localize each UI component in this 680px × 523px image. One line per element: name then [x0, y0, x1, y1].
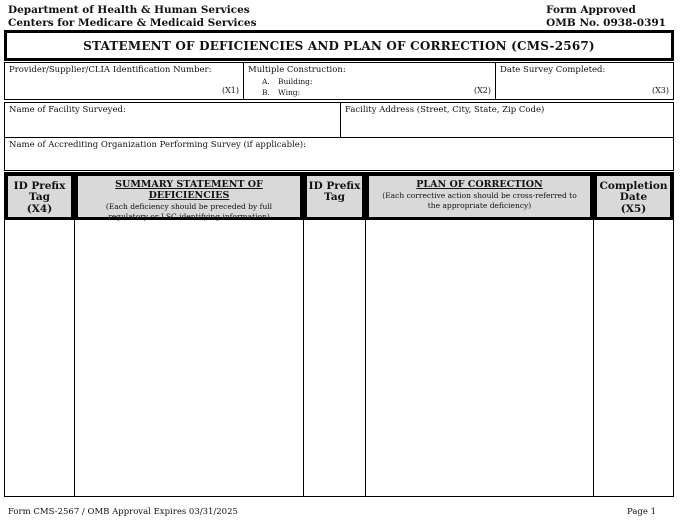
deficiency-table [4, 172, 674, 497]
wing-row: B. Wing: [262, 88, 301, 97]
summary-instructions: (Each deficiency should be preceded by full regulatory or LSC identifying information) [105, 202, 273, 221]
form-approved-label: Form Approved [546, 4, 636, 16]
form-title: STATEMENT OF DEFICIENCIES AND PLAN OF CORRECTION (CMS-2567) [83, 38, 595, 53]
summary-title: SUMMARY STATEMENT OF DEFICIENCIES [115, 179, 263, 201]
plan-title: PLAN OF CORRECTION [416, 179, 543, 190]
accrediting-org-label: Name of Accrediting Organization Performing Survey (if applicable): [9, 140, 306, 150]
form-footer-info: Form CMS-2567 / OMB Approval Expires 03/31/2025 [8, 507, 238, 517]
building-row: A. Building: [262, 77, 313, 86]
summary-column[interactable] [74, 173, 303, 496]
id-prefix-header-2: ID Prefix Tag [304, 173, 365, 220]
provider-id-field[interactable] [4, 62, 244, 100]
facility-address-label: Facility Address (Street, City, State, Zip Code) [345, 105, 545, 115]
building-label: Building: [278, 77, 313, 86]
id-prefix-header-1: ID Prefix Tag (X4) [5, 173, 74, 220]
plan-instructions: (Each corrective action should be cross-referred to the appropriate deficiency) [382, 191, 577, 210]
department-header [8, 4, 257, 30]
accrediting-org-field[interactable] [4, 137, 674, 171]
approval-header [546, 4, 666, 30]
x5-code: (X5) [620, 203, 647, 215]
date-survey-code: (X3) [651, 86, 669, 95]
summary-header [75, 173, 303, 220]
date-survey-field[interactable] [495, 62, 674, 100]
page-number: Page 1 [627, 507, 656, 517]
id-prefix-column-1[interactable] [5, 173, 74, 496]
x4-code: (X4) [26, 203, 53, 215]
department-name: Department of Health & Human Services [8, 4, 250, 16]
multiple-construction-code: (X2) [473, 86, 491, 95]
completion-header: Completion Date (X5) [594, 173, 673, 220]
provider-id-label: Provider/Supplier/CLIA Identification Number: [9, 65, 212, 75]
facility-name-label: Name of Facility Surveyed: [9, 105, 126, 115]
multiple-construction-field[interactable] [243, 62, 496, 100]
form-title-box [4, 30, 674, 61]
completion-column[interactable] [593, 173, 673, 496]
plan-header [366, 173, 593, 220]
date-survey-label: Date Survey Completed: [500, 65, 606, 75]
facility-name-field[interactable] [4, 102, 341, 138]
facility-address-field[interactable] [340, 102, 674, 138]
multiple-construction-label: Multiple Construction: [248, 65, 346, 75]
agency-name: Centers for Medicare & Medicaid Services [8, 17, 257, 29]
omb-number: OMB No. 0938-0391 [546, 17, 666, 29]
wing-label: Wing: [278, 88, 301, 97]
provider-id-code: (X1) [221, 86, 239, 95]
plan-column[interactable] [365, 173, 593, 496]
id-prefix-column-2[interactable] [303, 173, 365, 496]
